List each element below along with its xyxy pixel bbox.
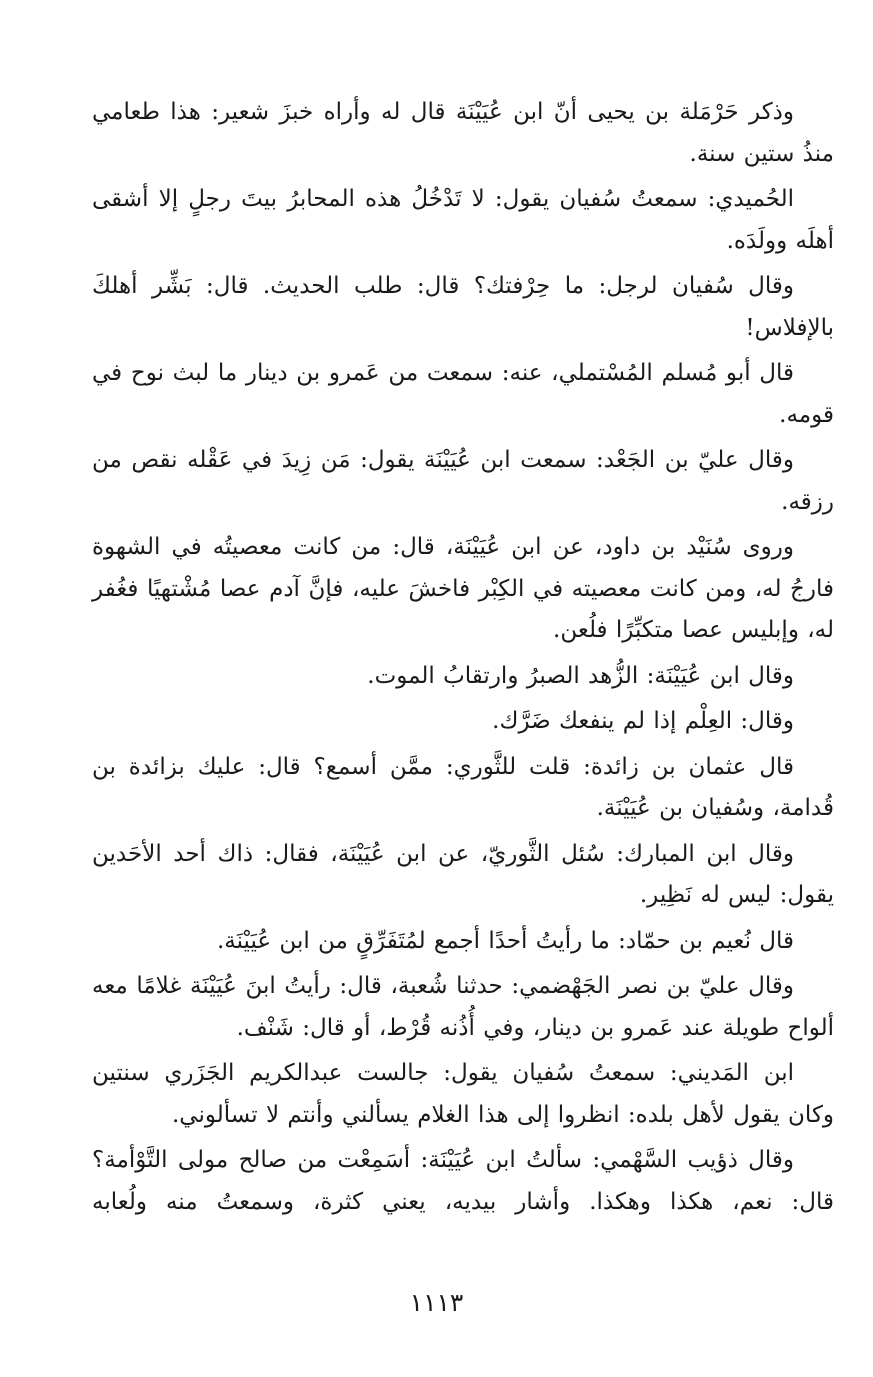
paragraph-zuhd: وقال ابن عُيَيْنَة: الزُّهد الصبرُ وارتقابُ الموت.	[367, 662, 794, 689]
page-body	[92, 92, 834, 1227]
paragraph-humaidi: الحُميدي: سمعتُ سُفيان يقول: لا تَدْخُلُ هذه المحابرُ بيتَ رجلٍ إلا أشقى أهلَه وولَدَه.	[92, 186, 834, 254]
page-number: ١١١٣	[409, 1288, 464, 1317]
paragraph-abu-muslim: قال أبو مُسلم المُسْتملي، عنه: سمعت من عَمرو بن دينار ما لبث نوح في قومه.	[92, 360, 834, 428]
paragraph-ibn-mubarak: وقال ابن المبارك: سُئل الثَّوريّ، عن ابن عُيَيْنَة، فقال: ذاك أحد الأحَدين يقول: ليس له نَظِير.	[92, 840, 834, 908]
paragraph-ali-jad: وقال عليّ بن الجَعْد: سمعت ابن عُيَيْنَة يقول: مَن زِيدَ في عَقْله نقص من رزقه.	[92, 447, 834, 515]
paragraph-sufyan-hirfa: وقال سُفيان لرجل: ما حِرْفتك؟ قال: طلب الحديث. قال: بَشِّر أهلكَ بالإفلاس!	[92, 273, 834, 341]
paragraph-nuaim: قال نُعيم بن حمّاد: ما رأيتُ أحدًا أجمع لمُتَفَرِّقٍ من ابن عُيَيْنَة.	[216, 927, 794, 954]
paragraph-harmala: وذكر حَرْمَلة بن يحيى أنّ ابن عُيَيْنَة قال له وأراه خبزَ شعير: هذا طعامي منذُ ستين سنة.	[92, 99, 834, 167]
paragraph-jahdami: وقال عليّ بن نصر الجَهْضمي: حدثنا شُعبة، قال: رأيتُ ابنَ عُيَيْنَة غلامًا معه ألواح طويلة عند عَمرو بن دينار، وفي أُذُنه قُرْط، أو قال: شَنْف.	[92, 973, 834, 1041]
paragraph-sunaid: وروى سُنَيْد بن داود، عن ابن عُيَيْنَة، قال: من كانت معصيتُه في الشهوة فارجُ له، ومن كانت معصيته في الكِبْر فاخشَ عليه، فإنَّ آدم عصا مُشْتهيًا فغُفر له، وإبليس عصا متكبِّرًا فلُعن.	[92, 534, 834, 643]
paragraph-dhuaib: وقال ذؤيب السَّهْمي: سألتُ ابن عُيَيْنَة: أسَمِعْت من صالح مولى التَّوْأمة؟ قال: نعم، هكذا وهكذا. وأشار بيديه، يعني كثرة، وسمعتُ منه ولُعابه	[92, 1147, 834, 1215]
paragraph-ilm: وقال: العِلْم إذا لم ينفعك ضَرَّك.	[492, 708, 794, 734]
paragraph-madini: ابن المَديني: سمعتُ سُفيان يقول: جالست عبدالكريم الجَزَري سنتين وكان يقول لأهل بلده: انظروا إلى هذا الغلام يسألني وأنتم لا تسألوني.	[92, 1060, 834, 1128]
paragraph-uthman: قال عثمان بن زائدة: قلت للثَّوري: ممَّن أسمع؟ قال: عليك بزائدة بن قُدامة، وسُفيان بن عُيَيْنَة.	[92, 753, 834, 821]
